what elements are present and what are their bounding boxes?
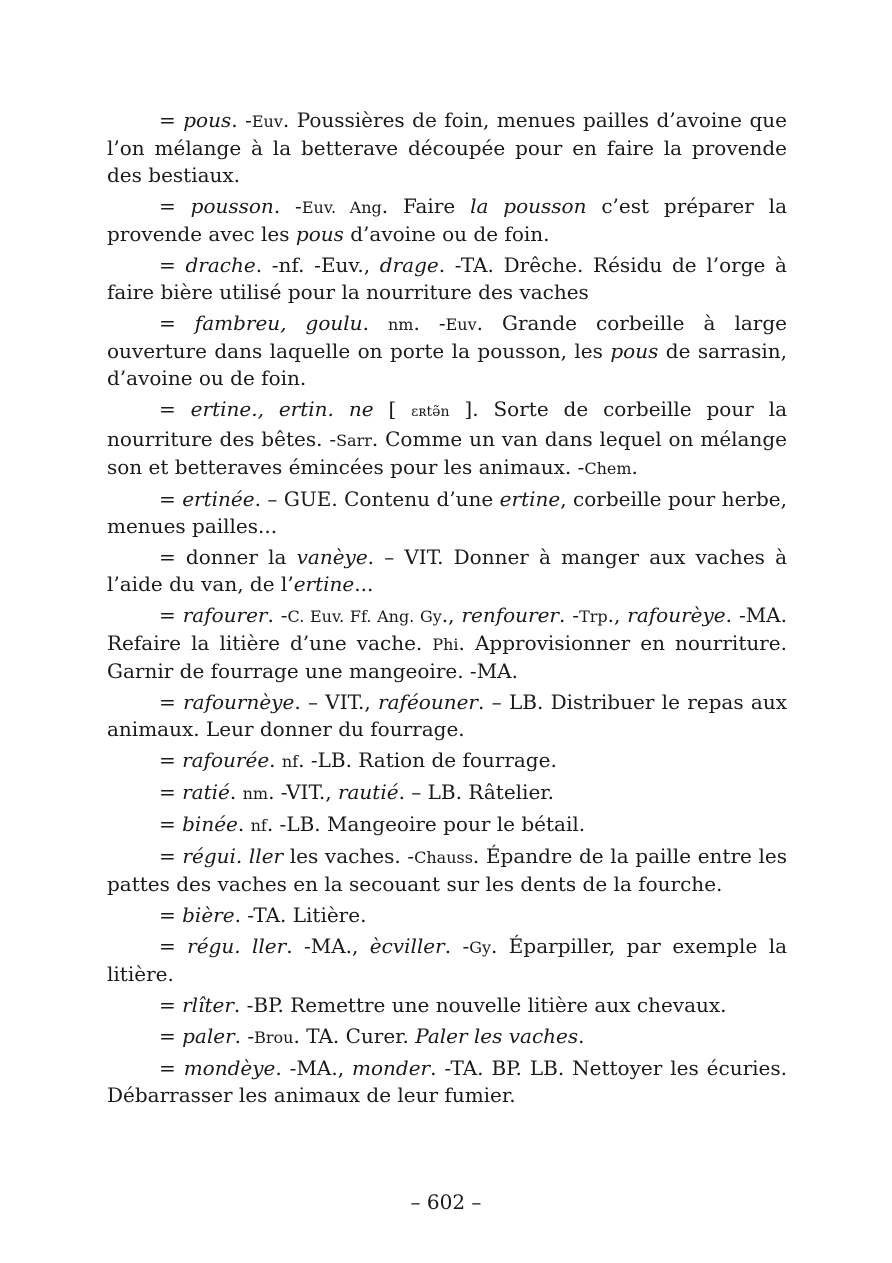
abbreviation: Chauss	[414, 848, 473, 867]
dictionary-entry	[107, 107, 787, 189]
dictionary-entry	[107, 396, 787, 482]
abbreviation: nm	[387, 315, 414, 334]
abbreviation: nm	[242, 784, 269, 803]
entry-text: = donner la	[159, 545, 297, 569]
headword-italic: drage	[379, 253, 439, 277]
entry-text: . -	[559, 603, 580, 627]
abbreviation: Brou	[254, 1028, 294, 1047]
dictionary-entry	[107, 747, 787, 775]
entry-text: les vaches. -	[283, 844, 415, 868]
headword-italic: paler	[182, 1024, 235, 1048]
entry-text: . – LB. Râtelier.	[398, 780, 555, 804]
headword-italic: rafourer	[182, 603, 268, 627]
dictionary-entry	[107, 902, 787, 929]
entry-text: =	[159, 903, 183, 927]
entry-text: =	[159, 993, 183, 1017]
entry-text: . – LB. Distribuer le repas aux animaux. Leur donner du fourrage.	[107, 690, 788, 741]
headword-italic: ertine	[499, 487, 561, 511]
dictionary-entry	[107, 779, 787, 807]
entry-text: . -	[267, 603, 288, 627]
dictionary-entry	[107, 193, 787, 248]
abbreviation: Euv	[445, 315, 477, 334]
dictionary-entry	[107, 310, 787, 392]
entry-text: . -TA. Drêche. Résidu de l’orge à faire bière utilisé pour la nourriture des vaches	[107, 253, 787, 304]
headword-italic: drache	[185, 253, 256, 277]
headword-italic: la pousson	[470, 194, 587, 218]
headword-italic: binée	[182, 812, 238, 836]
dictionary-entry	[107, 992, 787, 1019]
entry-text: .	[362, 311, 388, 335]
entry-text: . -	[273, 194, 302, 218]
dictionary-entry	[107, 486, 787, 540]
entry-text: . Faire	[381, 194, 471, 218]
entry-text: c’est préparer la provende avec les	[107, 194, 787, 246]
abbreviation: Euv	[251, 112, 283, 131]
abbreviation: Sarr	[336, 431, 372, 450]
entry-text: =	[159, 1024, 183, 1048]
entry-text: =	[159, 844, 183, 868]
headword-italic: rafournèye	[183, 690, 295, 714]
headword-italic: monder	[352, 1056, 431, 1080]
entry-text: . Poussières de foin, menues pailles d’avoine que l’on mélange à la betterave découpée pour en faire la provende des bestiaux.	[107, 108, 787, 187]
headword-italic: régu. ller	[187, 934, 287, 958]
entry-text: =	[159, 934, 188, 958]
entry-text: .,	[607, 603, 628, 627]
headword-italic: rlîter	[182, 993, 234, 1017]
abbreviation: Trp	[579, 607, 608, 626]
entry-text: , corbeille pour herbe, menues pailles...	[107, 487, 787, 538]
entry-text: .	[631, 455, 638, 479]
dictionary-entry	[107, 843, 787, 898]
entry-text: . -BP. Remettre une nouvelle litière aux chevaux.	[233, 993, 727, 1017]
headword-italic: Paler les vaches	[415, 1024, 579, 1048]
entry-text: ]. Sorte de corbeille pour la nourriture des bêtes. -	[107, 397, 787, 451]
headword-italic: pous	[610, 339, 659, 363]
entry-text: =	[159, 1056, 184, 1080]
headword-italic: régui. ller	[182, 844, 284, 868]
headword-italic: rafourée	[182, 748, 270, 772]
dictionary-entry	[107, 252, 787, 306]
headword-italic: fambreu, goulu	[194, 311, 363, 335]
headword-italic: vanèye	[296, 545, 368, 569]
entry-text: . -TA. Litière.	[234, 903, 367, 927]
entry-text: .	[237, 812, 251, 836]
abbreviation: Gy	[469, 938, 492, 957]
dictionary-entry	[107, 933, 787, 988]
dictionary-entry	[107, 1055, 787, 1109]
headword-italic: ertinée	[182, 487, 255, 511]
entry-text: . Approvisionner en nourriture. Garnir de fourrage une mangeoire. -MA.	[107, 631, 787, 683]
entry-text: =	[159, 603, 183, 627]
entry-text: . -nf. -Euv.,	[255, 253, 380, 277]
entry-text: d’avoine ou de foin.	[343, 222, 550, 246]
headword-italic: pous	[295, 222, 344, 246]
headword-italic: raféouner	[378, 690, 478, 714]
headword-italic: ertine., ertin. ne	[190, 397, 374, 421]
dictionary-entry	[107, 602, 787, 685]
headword-italic: rafourèye	[627, 603, 726, 627]
headword-italic: pousson	[190, 194, 274, 218]
entry-text: =	[159, 812, 183, 836]
headword-italic: bière	[182, 903, 235, 927]
entry-text: =	[159, 311, 195, 335]
entry-text: . – VIT. Donner à manger aux vaches à l’aide du van, de l’	[107, 545, 788, 596]
page-number: – 602 –	[410, 1190, 482, 1214]
headword-italic: rautié	[337, 780, 399, 804]
entry-text: . Éparpiller, par exemple la litière.	[107, 934, 788, 986]
entry-text: =	[159, 748, 183, 772]
entry-text: .	[229, 780, 243, 804]
headword-italic: renfourer	[461, 603, 559, 627]
dictionary-entry	[107, 811, 787, 839]
entry-text: .	[269, 748, 282, 772]
entry-text: . -	[231, 108, 252, 132]
entry-text: =	[159, 780, 183, 804]
entry-text: . Épandre de la paille entre les pattes des vaches en la secouant sur les dents de la fourche.	[107, 844, 787, 896]
phonetic-transcription: ɛʀtə̃n	[411, 404, 450, 420]
abbreviation: nf	[250, 816, 267, 835]
abbreviation: Phi	[432, 635, 459, 654]
entry-text: =	[159, 108, 184, 132]
entry-text: =	[159, 253, 186, 277]
entry-text: ...	[354, 572, 374, 596]
entry-text: . Grande corbeille à large ouverture dans laquelle on porte la pousson, les	[107, 311, 787, 363]
entry-text: =	[159, 397, 191, 421]
dictionary-entry	[107, 1023, 787, 1051]
entry-text: . -	[444, 934, 470, 958]
headword-italic: ècviller	[369, 934, 445, 958]
abbreviation: Chem	[584, 459, 632, 478]
entry-text: . Comme un van dans lequel on mélange son et betteraves émincées pour les animaux. -	[107, 427, 788, 479]
entry-text: =	[159, 690, 184, 714]
entry-text: .,	[441, 603, 462, 627]
entry-text: . -MA.,	[286, 934, 370, 958]
entry-text: .	[578, 1024, 585, 1048]
abbreviation: Euv. Ang	[301, 198, 382, 217]
headword-italic: pous	[183, 108, 232, 132]
entry-text: . -VIT.,	[268, 780, 338, 804]
abbreviation: C. Euv. Ff. Ang. Gy	[287, 607, 442, 626]
headword-italic: ertine	[293, 572, 355, 596]
entry-text: . -MA. Refaire la litière d’une vache.	[107, 603, 787, 655]
headword-italic: mondèye	[183, 1056, 276, 1080]
headword-italic: ratié	[182, 780, 230, 804]
entry-text: . -TA. BP. LB. Nettoyer les écuries. Débarrasser les animaux de leur fumier.	[107, 1056, 787, 1107]
entry-text: de sarrasin, d’avoine ou de foin.	[107, 339, 787, 390]
entry-text: =	[159, 194, 191, 218]
entry-text: =	[159, 487, 183, 511]
entry-text: . -LB. Mangeoire pour le bétail.	[266, 812, 586, 836]
entry-text: . – VIT.,	[294, 690, 379, 714]
entry-text: . -	[234, 1024, 255, 1048]
dictionary-entry	[107, 689, 787, 743]
entry-text: . – GUE. Contenu d’une	[254, 487, 500, 511]
entry-text: . -MA.,	[275, 1056, 353, 1080]
dictionary-entry	[107, 544, 787, 598]
entry-text: . -	[413, 311, 446, 335]
dictionary-entries	[107, 107, 787, 1113]
entry-text: [	[373, 397, 412, 421]
entry-text: . TA. Curer.	[293, 1024, 416, 1048]
abbreviation: nf	[281, 752, 299, 771]
entry-text: . -LB. Ration de fourrage.	[298, 748, 557, 772]
